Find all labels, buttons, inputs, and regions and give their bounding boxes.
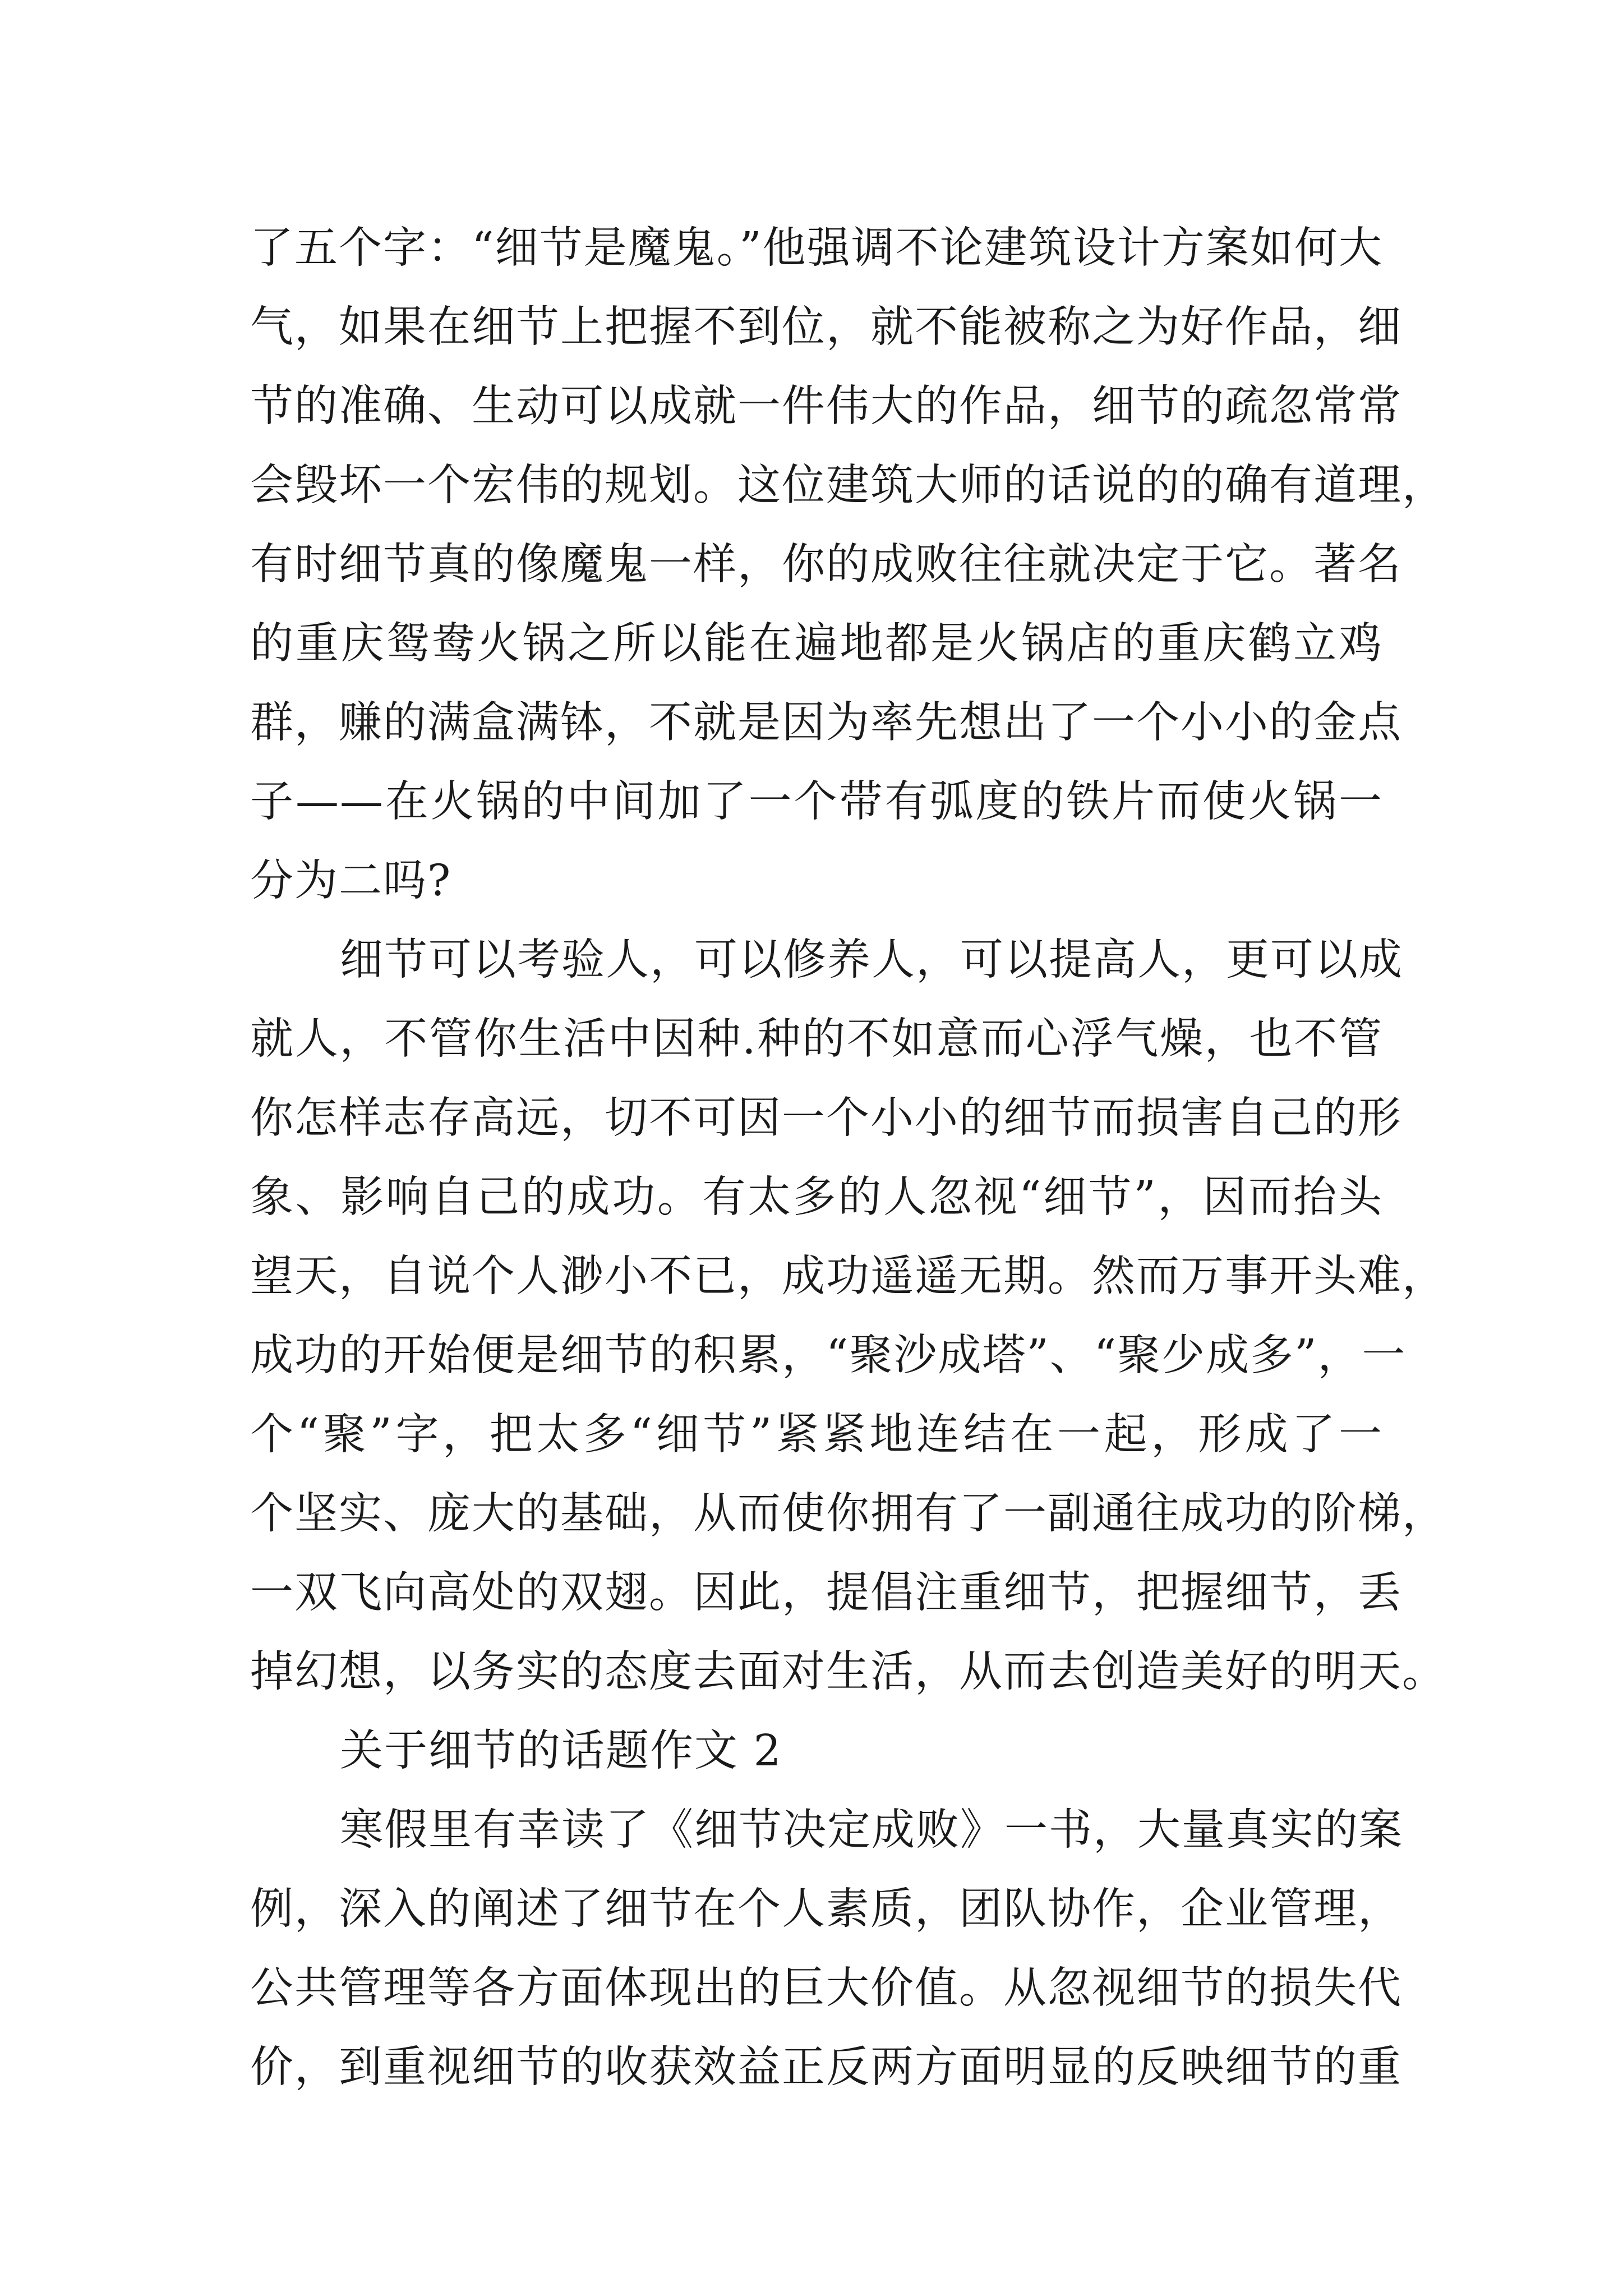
paragraph-line: 就人，不管你生活中因种.种的不如意而心浮气燥，也不管 xyxy=(250,1014,1383,1064)
paragraph-line: 掉幻想，以务实的态度去面对生活，从而去创造美好的明天。 xyxy=(250,1647,1446,1697)
paragraph-3 xyxy=(250,1791,1403,2107)
paragraph-line: 细节可以考验人，可以修养人，可以提高人，更可以成 xyxy=(340,935,1403,985)
paragraph-line: 节的准确、生动可以成就一件伟大的作品，细节的疏忽常常 xyxy=(250,381,1402,431)
paragraph-line: 你怎样志存高远，切不可因一个小小的细节而损害自己的形 xyxy=(250,1093,1402,1143)
paragraph-line: 的重庆鸳鸯火锅之所以能在遍地都是火锅店的重庆鹤立鸡 xyxy=(250,619,1383,669)
paragraph-line: 分为二吗? xyxy=(250,856,452,906)
paragraph-line: 有时细节真的像魔鬼一样，你的成败往往就决定于它。著名 xyxy=(250,540,1402,590)
paragraph-line: 象、影响自己的成功。有太多的人忽视“细节”，因而抬头 xyxy=(250,1172,1383,1222)
paragraph-line: 群，赚的满盒满钵，不就是因为率先想出了一个小小的金点 xyxy=(250,698,1402,748)
paragraph-1 xyxy=(250,209,1446,921)
paragraph-line: 了五个字：“细节是魔鬼。”他强调不论建筑设计方案如何大 xyxy=(250,223,1383,273)
paragraph-line: 例，深入的阐述了细节在个人素质，团队协作，企业管理， xyxy=(250,1884,1402,1934)
paragraph-line: 子——在火锅的中间加了一个带有弧度的铁片而使火锅一 xyxy=(250,777,1383,827)
paragraph-2 xyxy=(250,921,1446,1711)
section-heading: 关于细节的话题作文 2 xyxy=(340,1726,782,1776)
paragraph-line: 价，到重视细节的收获效益正反两方面明显的反映细节的重 xyxy=(250,2042,1402,2092)
paragraph-line: 气，如果在细节上把握不到位，就不能被称之为好作品，细 xyxy=(250,302,1402,352)
paragraph-line: 一双飞向高处的双翅。因此，提倡注重细节，把握细节，丢 xyxy=(250,1568,1402,1618)
document-body xyxy=(250,209,1446,2107)
paragraph-line: 会毁坏一个宏伟的规划。这位建筑大师的话说的的确有道理， xyxy=(250,461,1446,510)
paragraph-line: 成功的开始便是细节的积累，“聚沙成塔”、“聚少成多”，一 xyxy=(250,1331,1407,1381)
paragraph-line: 公共管理等各方面体现出的巨大价值。从忽视细节的损失代 xyxy=(250,1963,1402,2013)
paragraph-line: 望天，自说个人渺小不已，成功遥遥无期。然而万事开头难， xyxy=(250,1251,1446,1301)
paragraph-line: 寒假里有幸读了《细节决定成败》一书，大量真实的案 xyxy=(340,1805,1403,1855)
paragraph-line: 个“聚”字，把太多“细节”紧紧地连结在一起，形成了一 xyxy=(250,1410,1383,1460)
paragraph-line: 个坚实、庞大的基础，从而使你拥有了一副通往成功的阶梯， xyxy=(250,1489,1446,1539)
